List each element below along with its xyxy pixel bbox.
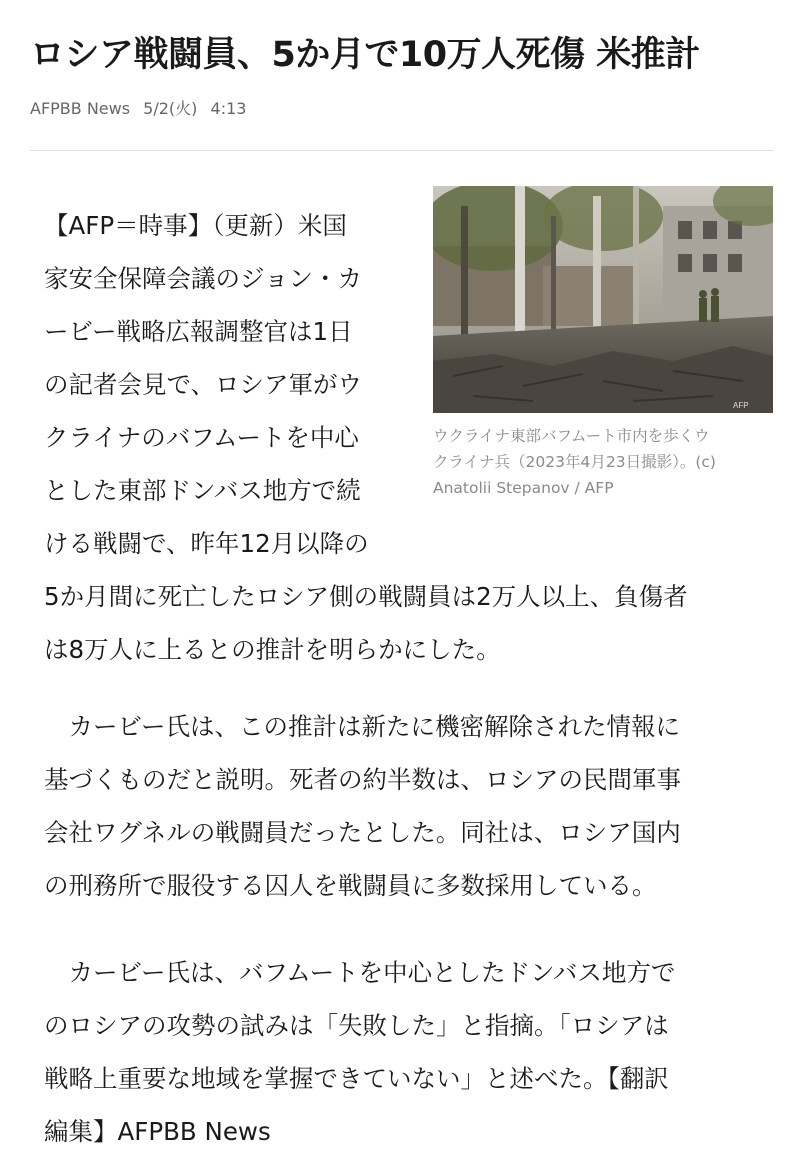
body-line: とした東部ドンバス地方で続 xyxy=(44,476,361,505)
body-line: の記者会見で、ロシア軍がウ xyxy=(44,370,363,399)
news-photo[interactable] xyxy=(433,186,773,413)
body-line: ービー戦略広報調整官は1日 xyxy=(44,317,353,346)
lead-paragraph xyxy=(44,199,404,570)
body-line: 家安全保障会議のジョン・カ xyxy=(44,264,363,293)
body-line: ける戦闘で、昨年12月以降の xyxy=(44,529,369,558)
caption-line: Anatolii Stepanov / AFP xyxy=(433,479,614,497)
paragraph-2 xyxy=(44,700,764,912)
lead-paragraph-continued xyxy=(44,570,764,676)
article-date: 5/2(火) xyxy=(143,99,198,118)
body-line: は8万人に上るとの推計を明らかにした。 xyxy=(44,635,501,664)
body-line: の刑務所で服役する囚人を戦闘員に多数採用している。 xyxy=(44,871,657,900)
header-divider xyxy=(30,150,773,151)
body-line: カービー氏は、バフムートを中心としたドンバス地方で xyxy=(44,958,676,987)
body-line: 編集】AFPBB News xyxy=(44,1117,271,1146)
body-line: のロシアの攻勢の試みは「失敗した」と指摘。「ロシアは xyxy=(44,1011,669,1040)
body-line: 5か月間に死亡したロシア側の戦闘員は2万人以上、負傷者 xyxy=(44,582,688,611)
body-line: 戦略上重要な地域を掌握できていない」と述べた。【翻訳 xyxy=(44,1064,669,1093)
article-title: ロシア戦闘員、5か月で10万人死傷 米推計 xyxy=(30,35,700,75)
article-meta xyxy=(30,97,254,121)
article-source[interactable]: AFPBB News xyxy=(30,99,131,118)
body-line: 会社ワグネルの戦闘員だったとした。同社は、ロシア国内 xyxy=(44,818,681,847)
photo-watermark: AFP xyxy=(733,401,749,410)
article-time: 4:13 xyxy=(210,99,247,118)
caption-line: ウクライナ東部バフムート市内を歩くウ xyxy=(433,427,710,445)
body-line: 基づくものだと説明。死者の約半数は、ロシアの民間軍事 xyxy=(44,765,681,794)
body-line: クライナのバフムートを中心 xyxy=(44,423,359,452)
photo-caption xyxy=(433,423,773,501)
article-figure xyxy=(433,186,773,501)
caption-line: クライナ兵（2023年4月23日撮影）。(c) xyxy=(433,453,716,471)
body-line: カービー氏は、この推計は新たに機密解除された情報に xyxy=(44,712,681,741)
body-line: 【AFP＝時事】（更新）米国 xyxy=(44,211,347,240)
paragraph-3 xyxy=(44,946,764,1158)
